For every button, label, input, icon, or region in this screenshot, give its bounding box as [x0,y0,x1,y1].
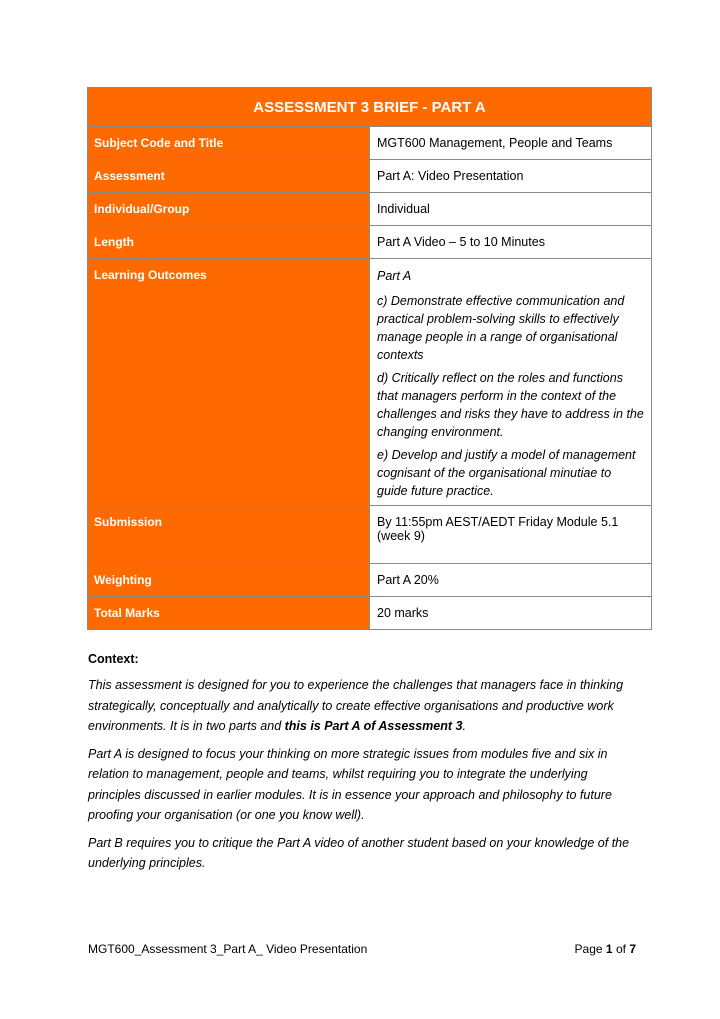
learning-outcome-item: e) Develop and justify a model of management cognisant of the organisational minutiae to guide future practice. [377,448,636,498]
context-paragraph: Part B requires you to critique the Part A video of another student based on your knowledge of the underlying principles. [88,835,630,870]
page-footer [88,942,636,956]
row-value: Part A Video – 5 to 10 Minutes [370,226,652,259]
context-paragraph: Part A is designed to focus your thinking on more strategic issues from modules five and six in relation to management, people and teams, whilst requiring you to integrate the underlying principles discussed in earlier modules. It is in essence your approach and philosophy to future proofing your organisation (or one you know well). [88,746,612,822]
row-label: Subject Code and Title [88,127,370,160]
of-word: of [615,942,626,956]
table-row [88,160,652,193]
row-value: MGT600 Management, People and Teams [370,127,652,160]
row-label: Total Marks [88,597,370,630]
table-row [88,597,652,630]
row-value: 20 marks [370,597,652,630]
context-emphasis: this is Part A of Assessment 3 [284,719,463,733]
table-row-learning-outcomes [88,259,652,506]
table-title: ASSESSMENT 3 BRIEF - PART A [88,88,652,127]
page-number: 1 [605,942,613,956]
footer-document-name: MGT600_Assessment 3_Part A_ Video Presentation [88,942,368,956]
page-indicator [575,942,636,956]
context-paragraph [88,675,636,737]
context-paragraph-end: . [462,719,466,733]
learning-outcomes-part: Part A [377,269,412,283]
assessment-brief-table [87,87,652,630]
row-label: Length [88,226,370,259]
learning-outcome-item: c) Demonstrate effective communication and practical problem-solving skills to effectively manage people in a range of organisational contexts [377,294,625,362]
table-row [88,564,652,597]
table-row [88,127,652,160]
row-label: Assessment [88,160,370,193]
row-value: Part A 20% [370,564,652,597]
page-total: 7 [629,942,636,956]
context-heading: Context: [88,652,139,666]
context-section [88,652,636,881]
row-value: Part A: Video Presentation [370,160,652,193]
context-paragraph-text: This assessment is designed for you to experience the challenges that managers face in thinking strategically, conceptually and analytically to create effective organisations and productive work environments. It is in two parts and [88,678,624,733]
row-value: By 11:55pm AEST/AEDT Friday Module 5.1 (week 9) [370,506,652,564]
learning-outcome-item: d) Critically reflect on the roles and functions that managers perform in the context of the challenges and risks they have to address in the changing environment. [377,371,644,439]
table-row [88,506,652,564]
row-value: Individual [370,193,652,226]
row-label: Learning Outcomes [88,259,370,506]
row-label: Individual/Group [88,193,370,226]
learning-outcomes-cell [370,259,652,506]
row-label: Weighting [88,564,370,597]
row-label: Submission [88,506,370,564]
table-row [88,226,652,259]
page-word: Page [574,942,603,956]
table-row [88,193,652,226]
